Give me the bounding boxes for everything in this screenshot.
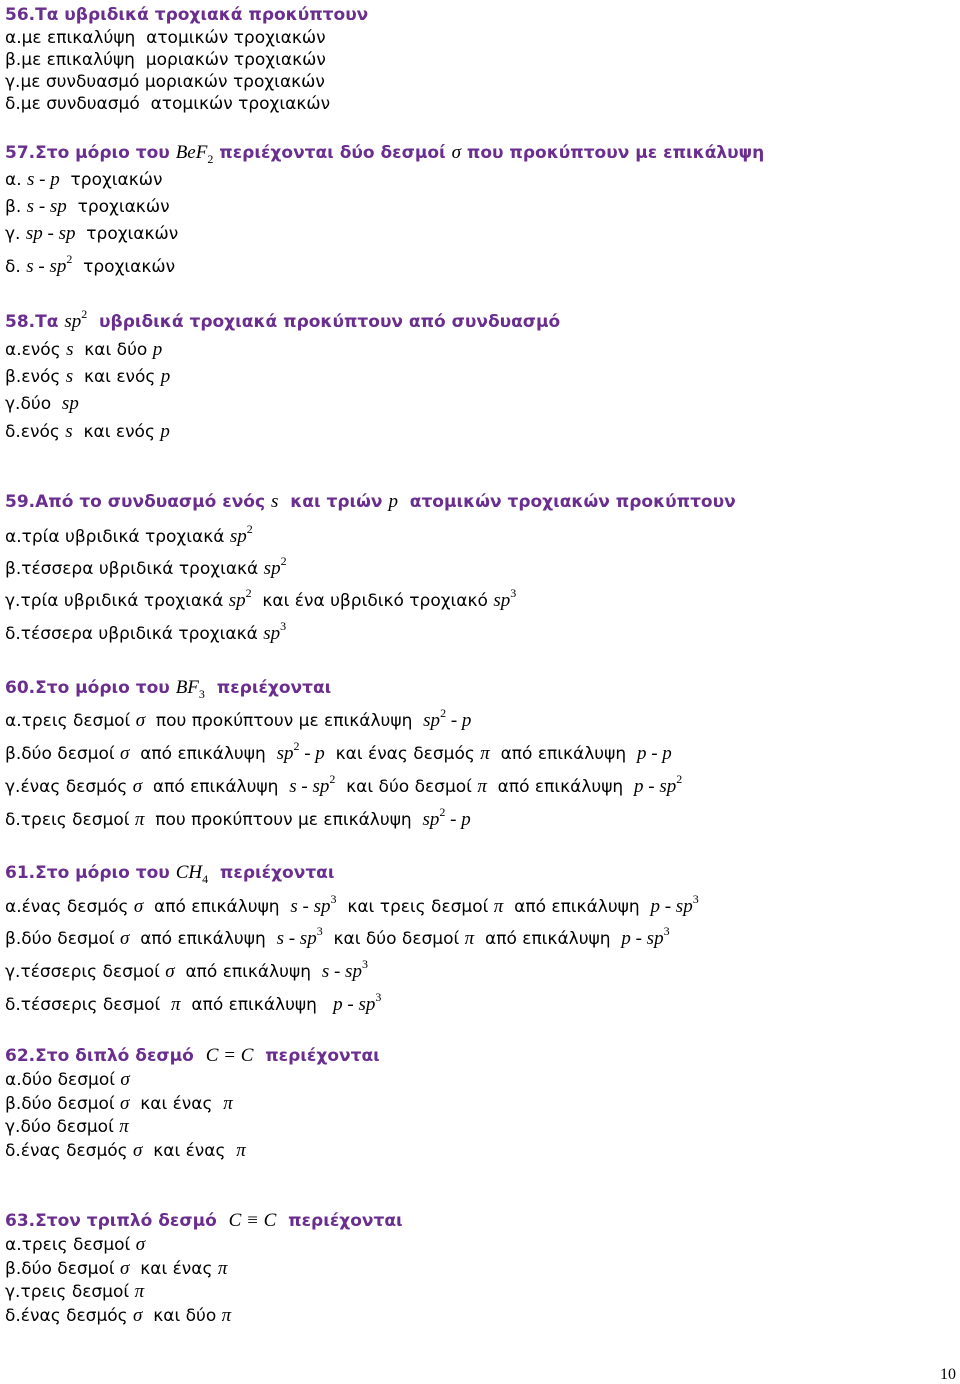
q59-option-b: β.τέσσερα υβριδικά τροχιακά $sp^2$ — [5, 554, 287, 579]
q56-title: 56.Τα υβριδικά τροχιακά προκύπτουν — [5, 5, 369, 25]
q63-option-d: δ.ένας δεσμός σ και δύο π — [5, 1305, 232, 1326]
q59-option-d: δ.τέσσερα υβριδικά τροχιακά $sp^3$ — [5, 619, 287, 644]
q60-option-c: γ.ένας δεσμός σ από επικάλυψη s - $sp^2$ και δύο δεσμοί π από επικάλυψη p - $sp^2$ — [5, 772, 683, 797]
q56-option-c: γ.με συνδυασμό μοριακών τροχιακών — [5, 72, 325, 92]
q60-option-b: β.δύο δεσμοί σ από επικάλυψη $sp^2$ - p και ένας δεσμός π από επικάλυψη p - p — [5, 739, 672, 764]
q58-title: 58.Τα $sp^2$ υβριδικά τροχιακά προκύπτουν από συνδυασμό — [5, 307, 561, 332]
q62-title: 62.Στο διπλό δεσμό C = C περιέχονται — [5, 1045, 380, 1066]
q56-option-d: δ.με συνδυασμό ατομικών τροχιακών — [5, 94, 331, 114]
q62-option-c: γ.δύο δεσμοί π — [5, 1116, 129, 1137]
q57-option-a: α. s - p τροχιακών — [5, 169, 163, 190]
q60-title: 60.Στο μόριο του $BF_3$ περιέχονται — [5, 677, 332, 701]
q59-title: 59.Από το συνδυασμό ενός s και τριών p ατομικών τροχιακών προκύπτουν — [5, 491, 736, 512]
q61-title: 61.Στο μόριο του $CH_4$ περιέχονται — [5, 862, 335, 886]
q59-option-a: α.τρία υβριδικά τροχιακά $sp^2$ — [5, 522, 253, 547]
q56-option-a: α.με επικαλύψη ατομικών τροχιακών — [5, 28, 326, 48]
q60-option-d: δ.τρεις δεσμοί π που προκύπτουν με επικάλυψη $sp^2$ - p — [5, 805, 471, 830]
q57-option-c: γ. sp - sp τροχιακών — [5, 223, 179, 244]
q62-option-a: α.δύο δεσμοί σ — [5, 1069, 130, 1090]
q62-option-d: δ.ένας δεσμός σ και ένας π — [5, 1140, 246, 1161]
q58-option-b: β.ενός s και ενός p — [5, 366, 171, 387]
q62-option-b: β.δύο δεσμοί σ και ένας π — [5, 1093, 233, 1114]
q63-option-b: β.δύο δεσμοί σ και ένας π — [5, 1258, 228, 1279]
q61-option-a: α.ένας δεσμός σ από επικάλυψη s - $sp^3$ και τρεις δεσμοί π από επικάλυψη p - $sp^3$ — [5, 892, 699, 917]
q63-option-c: γ.τρεις δεσμοί π — [5, 1281, 145, 1302]
q63-option-a: α.τρεις δεσμοί σ — [5, 1234, 146, 1255]
q58-option-a: α.ενός s και δύο p — [5, 339, 163, 360]
q61-option-c: γ.τέσσερις δεσμοί σ από επικάλυψη s - $sp^3$ — [5, 957, 368, 982]
q60-option-a: α.τρεις δεσμοί σ που προκύπτουν με επικάλυψη $sp^2$ - p — [5, 706, 472, 731]
q61-option-d: δ.τέσσερις δεσμοί π από επικάλυψη p - $sp^3$ — [5, 990, 382, 1015]
q59-option-c: γ.τρία υβριδικά τροχιακά $sp^2$ και ένα υβριδικό τροχιακό $sp^3$ — [5, 586, 517, 611]
q61-option-b: β.δύο δεσμοί σ από επικάλυψη s - $sp^3$ και δύο δεσμοί π από επικάλυψη p - $sp^3$ — [5, 924, 670, 949]
q57-title: 57.Στο μόριο του BeF$_2$ περιέχονται δύο δεσμοί σ που προκύπτουν με επικάλυψη — [5, 142, 765, 166]
q63-title: 63.Στον τριπλό δεσμό C ≡ C περιέχονται — [5, 1210, 403, 1231]
page-number: 10 — [940, 1366, 956, 1383]
q58-option-c: γ.δύο sp — [5, 393, 79, 414]
q57-option-d: δ. s - $sp^2$ τροχιακών — [5, 252, 176, 277]
q56-option-b: β.με επικαλύψη μοριακών τροχιακών — [5, 50, 326, 70]
q58-option-d: δ.ενός s και ενός p — [5, 421, 170, 442]
q57-option-b: β. s - sp τροχιακών — [5, 196, 170, 217]
